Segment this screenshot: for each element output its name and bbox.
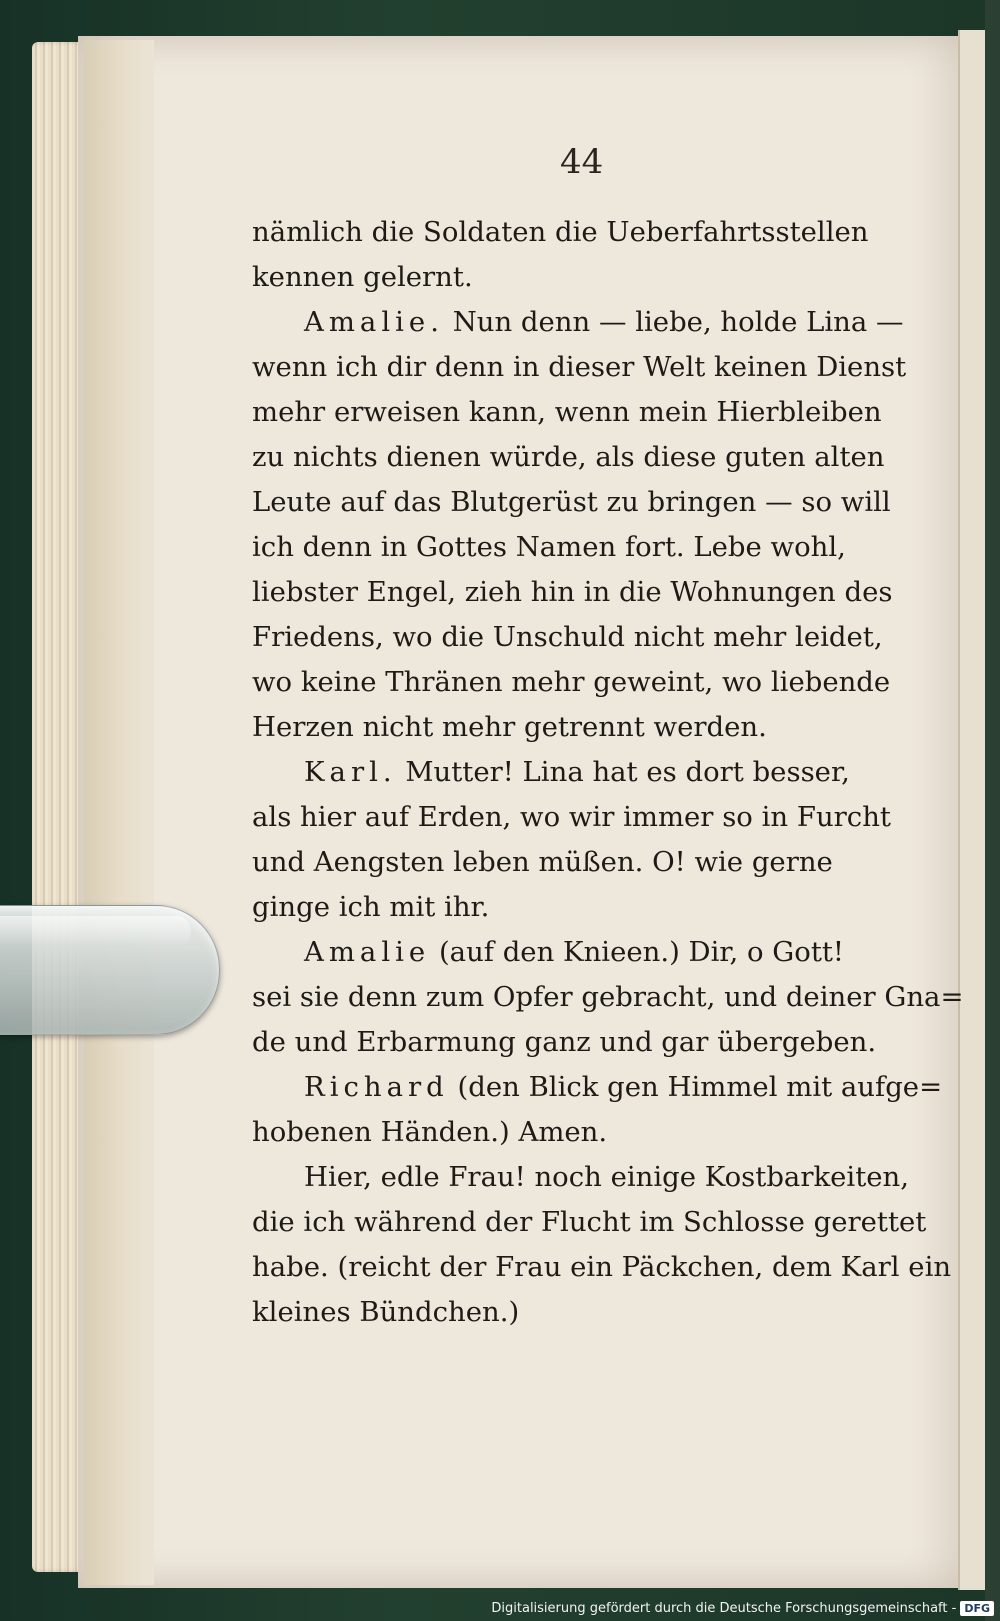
line-text: Hier, edle Frau! noch einige Kostbarkeiten, (304, 1161, 909, 1193)
line-text: und Aengsten leben müßen. O! wie gerne (252, 846, 833, 878)
text-line (252, 435, 932, 480)
line-text: (auf den Knieen.) Dir, o Gott! (430, 936, 844, 968)
paragraph (252, 210, 932, 300)
text-line (252, 705, 932, 750)
text-line (252, 345, 932, 390)
page-body-text (252, 210, 964, 1335)
text-line (252, 795, 932, 840)
text-line (252, 750, 932, 795)
line-text: Leute auf das Blutgerüst zu bringen — so will (252, 486, 891, 518)
text-line (252, 210, 932, 255)
text-line (252, 930, 932, 975)
line-text: die ich während der Flucht im Schlosse gerettet (252, 1206, 927, 1238)
page-number: 44 (560, 142, 604, 182)
dfg-logo: DFG (960, 1601, 994, 1616)
glass-highlight (0, 916, 191, 946)
line-text: mehr erweisen kann, wenn mein Hierbleiben (252, 396, 882, 428)
line-text: kennen gelernt. (252, 261, 473, 293)
text-line (252, 1200, 932, 1245)
paragraph (252, 1065, 943, 1155)
speaker-name: Richard (304, 1071, 449, 1103)
line-text: habe. (reicht der Frau ein Päckchen, dem Karl ein (252, 1251, 952, 1283)
line-text: ich denn in Gottes Namen fort. Lebe wohl, (252, 531, 846, 563)
line-text: Friedens, wo die Unschuld nicht mehr leidet, (252, 621, 883, 653)
text-line (252, 1020, 932, 1065)
line-text: de und Erbarmung ganz und gar übergeben. (252, 1026, 877, 1058)
glass-page-weight (0, 905, 220, 1035)
text-line (252, 480, 932, 525)
line-text: nämlich die Soldaten die Ueberfahrtsstellen (252, 216, 869, 248)
line-text: Herzen nicht mehr getrennt werden. (252, 711, 767, 743)
paragraph (252, 930, 964, 1065)
line-text: kleines Bündchen.) (252, 1296, 520, 1328)
text-line (252, 615, 932, 660)
line-text: liebster Engel, zieh hin in die Wohnungen des (252, 576, 893, 608)
text-line (252, 885, 932, 930)
paragraph (252, 750, 932, 930)
speaker-name: Amalie. (304, 306, 444, 338)
text-line (252, 255, 932, 300)
line-text: wo keine Thränen mehr geweint, wo liebende (252, 666, 891, 698)
text-line (252, 1155, 932, 1200)
line-text: Nun denn — liebe, holde Lina — (443, 306, 904, 338)
line-text: wenn ich dir denn in dieser Welt keinen Dienst (252, 351, 907, 383)
text-line (252, 1290, 932, 1335)
text-line (252, 840, 932, 885)
text-line (252, 660, 932, 705)
text-line (252, 1245, 952, 1290)
text-line (252, 300, 932, 345)
text-line (252, 390, 932, 435)
page-gutter (84, 40, 154, 1585)
text-line (252, 975, 964, 1020)
text-line (252, 1065, 943, 1110)
paragraph (252, 300, 932, 750)
line-text: zu nichts dienen würde, als diese guten alten (252, 441, 885, 473)
speaker-name: Amalie (304, 936, 431, 968)
digitization-footer (491, 1597, 994, 1619)
footer-credit-text: Digitalisierung gefördert durch die Deutsche Forschungsgemeinschaft - (491, 1600, 957, 1616)
text-line (252, 570, 932, 615)
text-line (252, 1110, 932, 1155)
line-text: ginge ich mit ihr. (252, 891, 490, 923)
text-line (252, 525, 932, 570)
line-text: sei sie denn zum Opfer gebracht, und deiner Gna= (252, 981, 964, 1013)
line-text: hobenen Händen.) Amen. (252, 1116, 608, 1148)
line-text: als hier auf Erden, wo wir immer so in Furcht (252, 801, 891, 833)
scan-border-right (985, 0, 1000, 1621)
speaker-name: Karl. (304, 756, 397, 788)
paragraph (252, 1155, 952, 1335)
line-text: Mutter! Lina hat es dort besser, (396, 756, 850, 788)
line-text: (den Blick gen Himmel mit aufge= (448, 1071, 943, 1103)
